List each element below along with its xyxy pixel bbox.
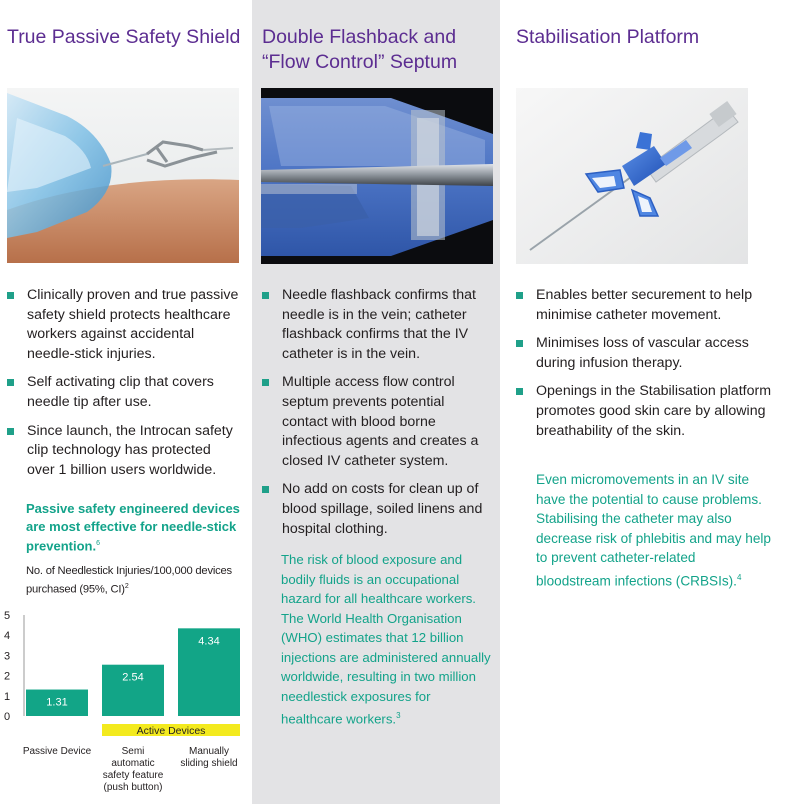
feature-item: Self activating clip that covers needle tip after use. — [7, 373, 239, 412]
y-tick-label: 5 — [4, 610, 11, 622]
x-category-label: Passive Device — [22, 746, 92, 757]
needlestick-bar-chart — [0, 600, 252, 804]
active-devices-label: Active Devices — [136, 725, 206, 737]
y-tick-label: 3 — [4, 650, 11, 663]
x-category-label: Manually — [188, 746, 230, 757]
feature-list — [262, 286, 494, 548]
note-reference: 3 — [396, 711, 401, 720]
chart-caption: No. of Needlestick Injuries/100,000 devices purchased (95%, CI)$^2$ — [26, 565, 232, 596]
y-tick-label: 4 — [4, 630, 11, 643]
y-tick-label: 2 — [4, 670, 11, 683]
stabilisation-platform-photo — [516, 88, 748, 264]
chart-heading-reference: 6 — [96, 540, 100, 547]
feature-item: Openings in the Stabilisation platform promotes good skin care by allowing breathability of the skin. — [516, 382, 792, 441]
feature-item: No add on costs for clean up of blood spillage, soiled linens and hospital clothing. — [262, 480, 494, 539]
feature-item: Since launch, the Introcan safety clip technology has protected over 1 billion users worldwide. — [7, 422, 239, 481]
bar-value-label: 1.31 — [46, 696, 68, 709]
column-passive-safety-shield — [0, 0, 252, 804]
y-axis-ticks — [4, 610, 10, 723]
column-title: Double Flashback and “Flow Control” Septum — [262, 26, 458, 73]
bar-value-label: 2.54 — [122, 671, 144, 684]
column-double-flashback — [252, 0, 500, 804]
feature-item: Clinically proven and true passive safety shield protects healthcare workers against accidental needle-stick injuries. — [7, 286, 239, 364]
feature-item: Multiple access flow control septum prevents potential contact with blood borne infectious agents and creates a closed IV catheter system. — [262, 373, 494, 471]
feature-list — [7, 286, 239, 489]
column-stabilisation-platform — [500, 0, 800, 804]
feature-item: Minimises loss of vascular access during infusion therapy. — [516, 334, 792, 373]
chart-caption-reference: 2 — [124, 583, 129, 590]
bars — [26, 628, 240, 716]
chart-heading: Passive safety engineered devices are most effective for needle-stick prevention.$^6$ — [26, 501, 240, 554]
x-category-label: automatic — [111, 758, 155, 769]
x-category-label: sliding shield — [180, 758, 238, 769]
feature-item: Needle flashback confirms that needle is in the vein; catheter flashback confirms that the IV catheter is in the vein. — [262, 286, 494, 364]
x-category-label: Semi — [121, 746, 145, 757]
x-category-label: (push button) — [103, 782, 163, 793]
column-title: Stabilisation Platform — [516, 26, 700, 48]
risk-note: The risk of blood exposure and bodily fluids is an occupational hazard for all healthcare workers. The World Health Organisation (WHO) estimates that 12 billion injections are administered annually worldwide, resulting in two million needlestick exposures for healthcare workers.$^3$ — [281, 552, 491, 727]
x-category-label: safety feature — [102, 770, 164, 781]
micromovement-note: Even micromovements in an IV site have the potential to cause problems. Stabilising the catheter may also decrease risk of phlebitis and may help to prevent catheter-related bloodstream infections (CRBSIs).$^4$ — [536, 472, 771, 589]
safety-shield-photo — [7, 88, 239, 263]
x-axis-labels — [23, 746, 238, 793]
bar-value-label: 4.34 — [198, 635, 220, 648]
flashback-septum-photo — [261, 88, 493, 264]
y-tick-label: 1 — [4, 690, 11, 703]
feature-item: Enables better securement to help minimise catheter movement. — [516, 286, 792, 325]
note-reference: 4 — [736, 572, 742, 582]
feature-list — [516, 286, 792, 450]
y-tick-label: 0 — [4, 711, 11, 723]
column-title: True Passive Safety Shield — [7, 26, 241, 48]
